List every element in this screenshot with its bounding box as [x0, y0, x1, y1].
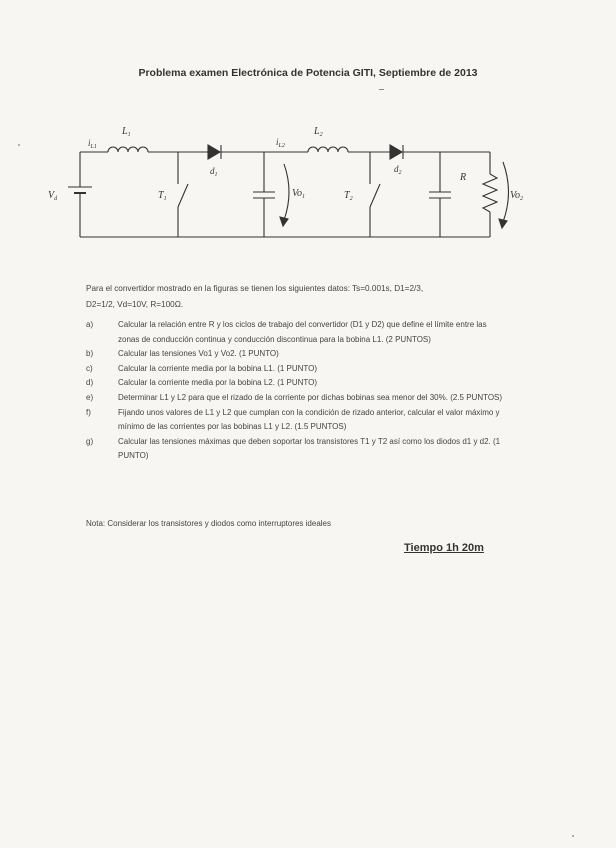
l1-label: $L_1$: [122, 126, 131, 138]
t1-label: $T_1$: [158, 190, 167, 202]
d2-label: $d_2$: [394, 164, 402, 176]
question-item: [86, 435, 506, 464]
vo2-label: $Vo_2$: [510, 190, 523, 202]
note-text: Nota: Considerar los transistores y diodos como interruptores ideales: [86, 519, 332, 528]
question-item: [86, 406, 506, 435]
question-item: [86, 318, 506, 347]
question-text: Calcular las tensiones máximas que deben soportar los transistores T1 y T2 así como los diodos d1 y d2. (1 PUNTO): [118, 436, 501, 461]
circuit-diagram: [40, 112, 540, 242]
question-text: Calcular la corriente media por la bobina L1. (1 PUNTO): [118, 363, 318, 373]
t2-label: $T_2$: [344, 190, 353, 202]
l2-label: $L_2$: [314, 126, 323, 138]
question-label: e): [86, 392, 94, 402]
question-item: [86, 391, 506, 406]
question-text: Calcular las tensiones Vo1 y Vo2. (1 PUNTO): [118, 349, 279, 359]
question-item: [86, 347, 506, 362]
question-label: a): [86, 320, 94, 329]
question-text: Determinar L1 y L2 para que el rizado de la corriente por dichas bobinas sea menor del 30%. (2.5 PUNTOS): [118, 392, 503, 402]
d1-label: $d_1$: [210, 166, 218, 178]
question-label: g): [86, 436, 94, 446]
question-text: Fijando unos valores de L1 y L2 que cumplan con la condición de rizado anterior, calcular el valor máximo y mínimo de las corrientes por las bobinas L1 y L2. (1.5 PUNTOS): [118, 407, 500, 432]
intro-line: D2=1/2, Vd=10V, R=100Ω.: [86, 299, 184, 309]
speck: [18, 144, 20, 146]
il1-label: $i_{L1}$: [88, 138, 97, 150]
intro-line: Para el convertidor mostrado en la figuras se tienen los siguientes datos: Ts=0.001s, D1=2/3,: [86, 284, 424, 293]
question-label: f): [86, 407, 91, 417]
document-title: Problema examen Electrónica de Potencia GITI, Septiembre de 2013: [138, 67, 478, 79]
r-label: R: [460, 172, 467, 183]
stray-mark: [379, 89, 384, 90]
question-label: d): [86, 378, 94, 388]
question-item: [86, 376, 506, 391]
question-label: b): [86, 349, 94, 359]
vd-label: $V_d$: [48, 190, 58, 202]
vo1-label: $Vo_1$: [292, 188, 305, 200]
intro-paragraph: [86, 281, 506, 312]
question-label: c): [86, 363, 93, 373]
question-text: Calcular la relación entre R y los ciclos de trabajo del convertidor (D1 y D2) que define el límite entre las zonas de conducción continua y conducción discontinua para la bobina L1. (2 PUNTOS): [118, 320, 487, 344]
speck: [572, 835, 574, 837]
il2-label: $i_{L2}$: [276, 137, 285, 149]
question-item: [86, 362, 506, 377]
time-limit: Tiempo 1h 20m: [404, 542, 484, 554]
question-text: Calcular la corriente media por la bobina L2. (1 PUNTO): [118, 378, 318, 388]
question-list: [86, 318, 506, 464]
